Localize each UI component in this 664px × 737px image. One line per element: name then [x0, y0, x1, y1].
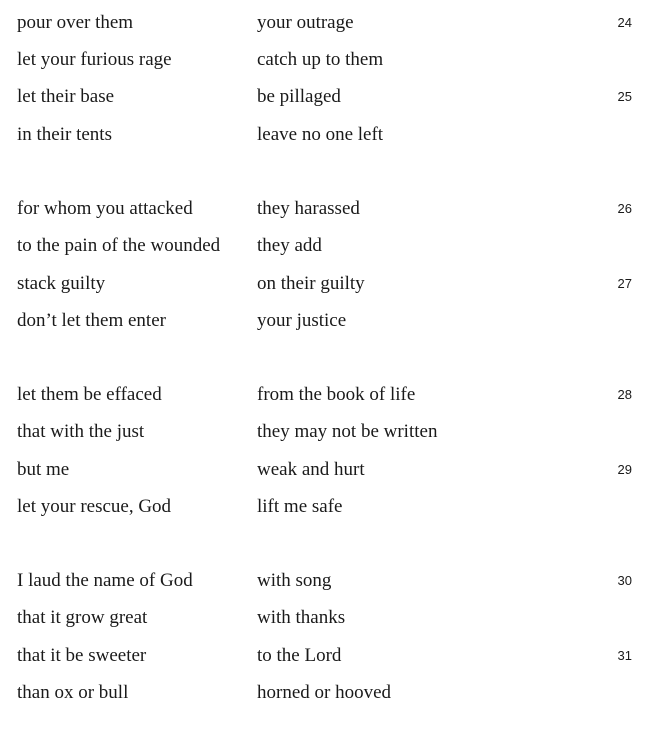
verse-left: I laud the name of God: [17, 570, 193, 591]
verse-left: don’t let them enter: [17, 310, 166, 331]
verse-right: be pillaged: [257, 86, 341, 107]
verse-right: they may not be written: [257, 421, 438, 442]
verse-number: 30: [617, 573, 632, 588]
verse-line: [0, 231, 664, 261]
verse-left: stack guilty: [17, 273, 106, 294]
verse-number: 26: [617, 201, 632, 216]
stanza: [0, 380, 664, 530]
verse-number: 27: [617, 276, 632, 291]
verse-line: [0, 120, 664, 150]
verse-right: lift me safe: [257, 496, 343, 517]
verse-right: horned or hooved: [257, 682, 392, 703]
verse-line: [0, 603, 664, 633]
verse-right: with song: [257, 570, 332, 591]
verse-right: leave no one left: [257, 124, 384, 145]
verse-line: [0, 455, 664, 485]
stanza: [0, 194, 664, 344]
verse-left: than ox or bull: [17, 682, 129, 703]
verse-left: that it be sweeter: [17, 645, 147, 666]
verse-line: [0, 306, 664, 336]
verse-left: but me: [17, 459, 70, 480]
verse-number: 29: [617, 462, 632, 477]
verse-left: that with the just: [17, 421, 145, 442]
verse-left: let them be effaced: [17, 384, 162, 405]
verse-line: [0, 678, 664, 708]
verse-right: to the Lord: [257, 645, 342, 666]
verse-line: [0, 8, 664, 38]
verse-line: [0, 566, 664, 596]
verse-line: [0, 417, 664, 447]
verse-number: 25: [617, 89, 632, 104]
verse-line: [0, 82, 664, 112]
verse-right: weak and hurt: [257, 459, 365, 480]
verse-line: [0, 641, 664, 671]
verse-right: your outrage: [257, 12, 354, 33]
verse-left: that it grow great: [17, 607, 148, 628]
verse-line: [0, 492, 664, 522]
verse-left: for whom you attacked: [17, 198, 193, 219]
verse-left: let their base: [17, 86, 115, 107]
verse-right: they add: [257, 235, 322, 256]
verse-right: on their guilty: [257, 273, 365, 294]
verse-left: to the pain of the wounded: [17, 235, 221, 256]
verse-left: let your furious rage: [17, 49, 172, 70]
verse-line: [0, 194, 664, 224]
verse-right: catch up to them: [257, 49, 384, 70]
verse-line: [0, 269, 664, 299]
verse-right: with thanks: [257, 607, 346, 628]
verse-number: 31: [617, 648, 632, 663]
verse-left: in their tents: [17, 124, 112, 145]
verse-line: [0, 380, 664, 410]
verse-line: [0, 45, 664, 75]
verse-right: your justice: [257, 310, 347, 331]
stanza: [0, 8, 664, 158]
verse-number: 28: [617, 387, 632, 402]
verse-right: they harassed: [257, 198, 360, 219]
verse-left: let your rescue, God: [17, 496, 172, 517]
verse-number: 24: [617, 15, 632, 30]
verse-left: pour over them: [17, 12, 134, 33]
verse-right: from the book of life: [257, 384, 416, 405]
stanza: [0, 566, 664, 716]
